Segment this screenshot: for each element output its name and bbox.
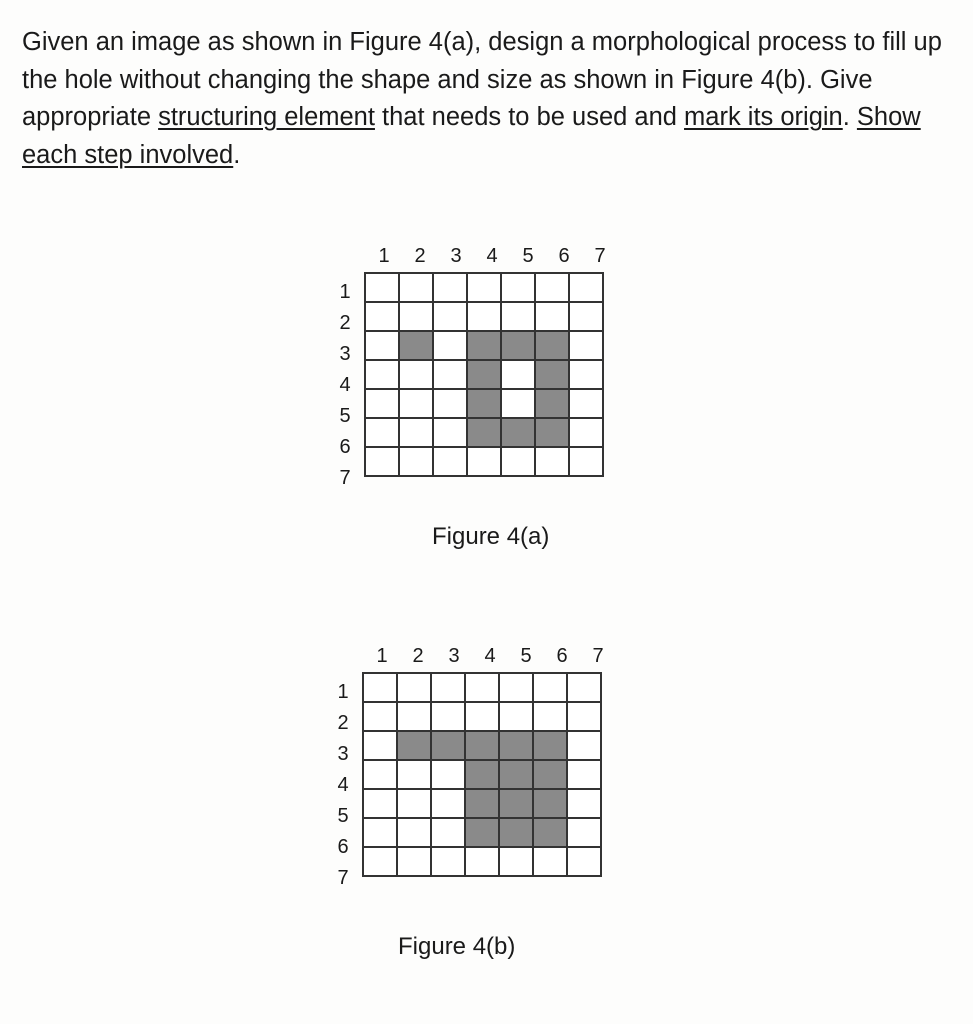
empty-pixel: [434, 448, 468, 477]
column-label: 3: [450, 245, 462, 267]
column-labels: [364, 244, 612, 268]
empty-pixel: [366, 303, 400, 332]
empty-pixel: [434, 332, 468, 361]
filled-pixel: [536, 390, 570, 419]
column-labels: [362, 644, 610, 668]
row-label: 5: [337, 805, 349, 827]
empty-pixel: [434, 361, 468, 390]
filled-pixel: [534, 790, 568, 819]
empty-pixel: [568, 790, 602, 819]
question-segment: .: [842, 103, 857, 131]
question-segment: that needs to be used and: [374, 103, 685, 131]
filled-pixel: [502, 332, 536, 361]
filled-pixel: [500, 790, 534, 819]
filled-pixel: [432, 732, 466, 761]
empty-pixel: [364, 732, 398, 761]
empty-pixel: [502, 390, 536, 419]
filled-pixel: [502, 419, 536, 448]
empty-pixel: [432, 761, 466, 790]
filled-pixel: [534, 732, 568, 761]
empty-pixel: [568, 761, 602, 790]
empty-pixel: [364, 674, 398, 703]
empty-pixel: [364, 761, 398, 790]
empty-pixel: [534, 674, 568, 703]
filled-pixel: [536, 361, 570, 390]
column-label: 5: [520, 645, 532, 667]
empty-pixel: [536, 448, 570, 477]
underlined-phrase: structuring element: [158, 103, 375, 131]
filled-pixel: [536, 332, 570, 361]
underlined-phrase: mark its origin: [684, 103, 843, 131]
row-label: 6: [339, 436, 351, 458]
empty-pixel: [398, 674, 432, 703]
filled-pixel: [500, 732, 534, 761]
pixel-grid: [364, 272, 604, 477]
empty-pixel: [432, 674, 466, 703]
filled-pixel: [466, 732, 500, 761]
question-segment: Given an image as shown in Figure 4(a), design a morphological process to fill up the hole without changing the shape and size as shown in Figure 4(b). Give appropriate: [22, 28, 942, 131]
empty-pixel: [500, 848, 534, 877]
empty-pixel: [502, 303, 536, 332]
column-label: 3: [448, 645, 460, 667]
row-label: 5: [339, 405, 351, 427]
empty-pixel: [398, 703, 432, 732]
empty-pixel: [366, 332, 400, 361]
empty-pixel: [534, 848, 568, 877]
filled-pixel: [400, 332, 434, 361]
figure-caption: Figure 4(a): [432, 523, 550, 550]
empty-pixel: [568, 674, 602, 703]
empty-pixel: [366, 361, 400, 390]
empty-pixel: [502, 448, 536, 477]
figure-caption: Figure 4(b): [398, 933, 516, 960]
empty-pixel: [468, 303, 502, 332]
empty-pixel: [534, 703, 568, 732]
question-text: [22, 24, 942, 174]
empty-pixel: [398, 790, 432, 819]
row-label: 7: [337, 867, 349, 889]
column-label: 4: [484, 645, 496, 667]
empty-pixel: [432, 819, 466, 848]
filled-pixel: [500, 761, 534, 790]
filled-pixel: [536, 419, 570, 448]
empty-pixel: [568, 848, 602, 877]
filled-pixel: [500, 819, 534, 848]
row-label: 1: [337, 681, 349, 703]
empty-pixel: [432, 703, 466, 732]
empty-pixel: [568, 703, 602, 732]
question-segment: .: [233, 140, 241, 169]
filled-pixel: [468, 332, 502, 361]
empty-pixel: [500, 674, 534, 703]
empty-pixel: [398, 761, 432, 790]
column-label: 2: [412, 645, 424, 667]
empty-pixel: [400, 361, 434, 390]
empty-pixel: [364, 848, 398, 877]
empty-pixel: [570, 390, 604, 419]
empty-pixel: [570, 448, 604, 477]
empty-pixel: [502, 274, 536, 303]
empty-pixel: [570, 332, 604, 361]
row-label: 3: [339, 343, 351, 365]
column-label: 4: [486, 245, 498, 267]
empty-pixel: [568, 819, 602, 848]
filled-pixel: [468, 361, 502, 390]
filled-pixel: [466, 790, 500, 819]
row-label: 4: [339, 374, 351, 396]
column-label: 5: [522, 245, 534, 267]
empty-pixel: [570, 303, 604, 332]
empty-pixel: [570, 419, 604, 448]
column-label: 1: [378, 245, 390, 267]
empty-pixel: [432, 848, 466, 877]
figure-4a: [330, 244, 620, 554]
row-label: 2: [337, 712, 349, 734]
column-label: 7: [594, 245, 606, 267]
row-label: 7: [339, 467, 351, 489]
filled-pixel: [466, 761, 500, 790]
row-label: 6: [337, 836, 349, 858]
row-label: 3: [337, 743, 349, 765]
empty-pixel: [400, 303, 434, 332]
empty-pixel: [434, 303, 468, 332]
empty-pixel: [502, 361, 536, 390]
empty-pixel: [398, 848, 432, 877]
empty-pixel: [434, 274, 468, 303]
column-label: 6: [558, 245, 570, 267]
column-label: 7: [592, 645, 604, 667]
empty-pixel: [466, 848, 500, 877]
empty-pixel: [570, 361, 604, 390]
empty-pixel: [434, 390, 468, 419]
empty-pixel: [366, 419, 400, 448]
empty-pixel: [434, 419, 468, 448]
underlined-phrase: Show each step involved: [22, 103, 921, 169]
column-label: 6: [556, 645, 568, 667]
pixel-grid: [362, 672, 602, 877]
column-label: 2: [414, 245, 426, 267]
empty-pixel: [500, 703, 534, 732]
empty-pixel: [364, 790, 398, 819]
empty-pixel: [364, 703, 398, 732]
filled-pixel: [534, 819, 568, 848]
empty-pixel: [536, 274, 570, 303]
empty-pixel: [364, 819, 398, 848]
empty-pixel: [366, 448, 400, 477]
empty-pixel: [468, 448, 502, 477]
figure-4b: [328, 644, 618, 974]
filled-pixel: [468, 419, 502, 448]
row-label: 4: [337, 774, 349, 796]
empty-pixel: [432, 790, 466, 819]
empty-pixel: [400, 390, 434, 419]
empty-pixel: [466, 674, 500, 703]
empty-pixel: [366, 390, 400, 419]
empty-pixel: [466, 703, 500, 732]
empty-pixel: [400, 274, 434, 303]
row-label: 1: [339, 281, 351, 303]
column-label: 1: [376, 645, 388, 667]
empty-pixel: [468, 274, 502, 303]
filled-pixel: [534, 761, 568, 790]
empty-pixel: [536, 303, 570, 332]
empty-pixel: [570, 274, 604, 303]
row-label: 2: [339, 312, 351, 334]
empty-pixel: [366, 274, 400, 303]
empty-pixel: [400, 419, 434, 448]
filled-pixel: [468, 390, 502, 419]
empty-pixel: [398, 819, 432, 848]
filled-pixel: [466, 819, 500, 848]
filled-pixel: [398, 732, 432, 761]
empty-pixel: [400, 448, 434, 477]
empty-pixel: [568, 732, 602, 761]
